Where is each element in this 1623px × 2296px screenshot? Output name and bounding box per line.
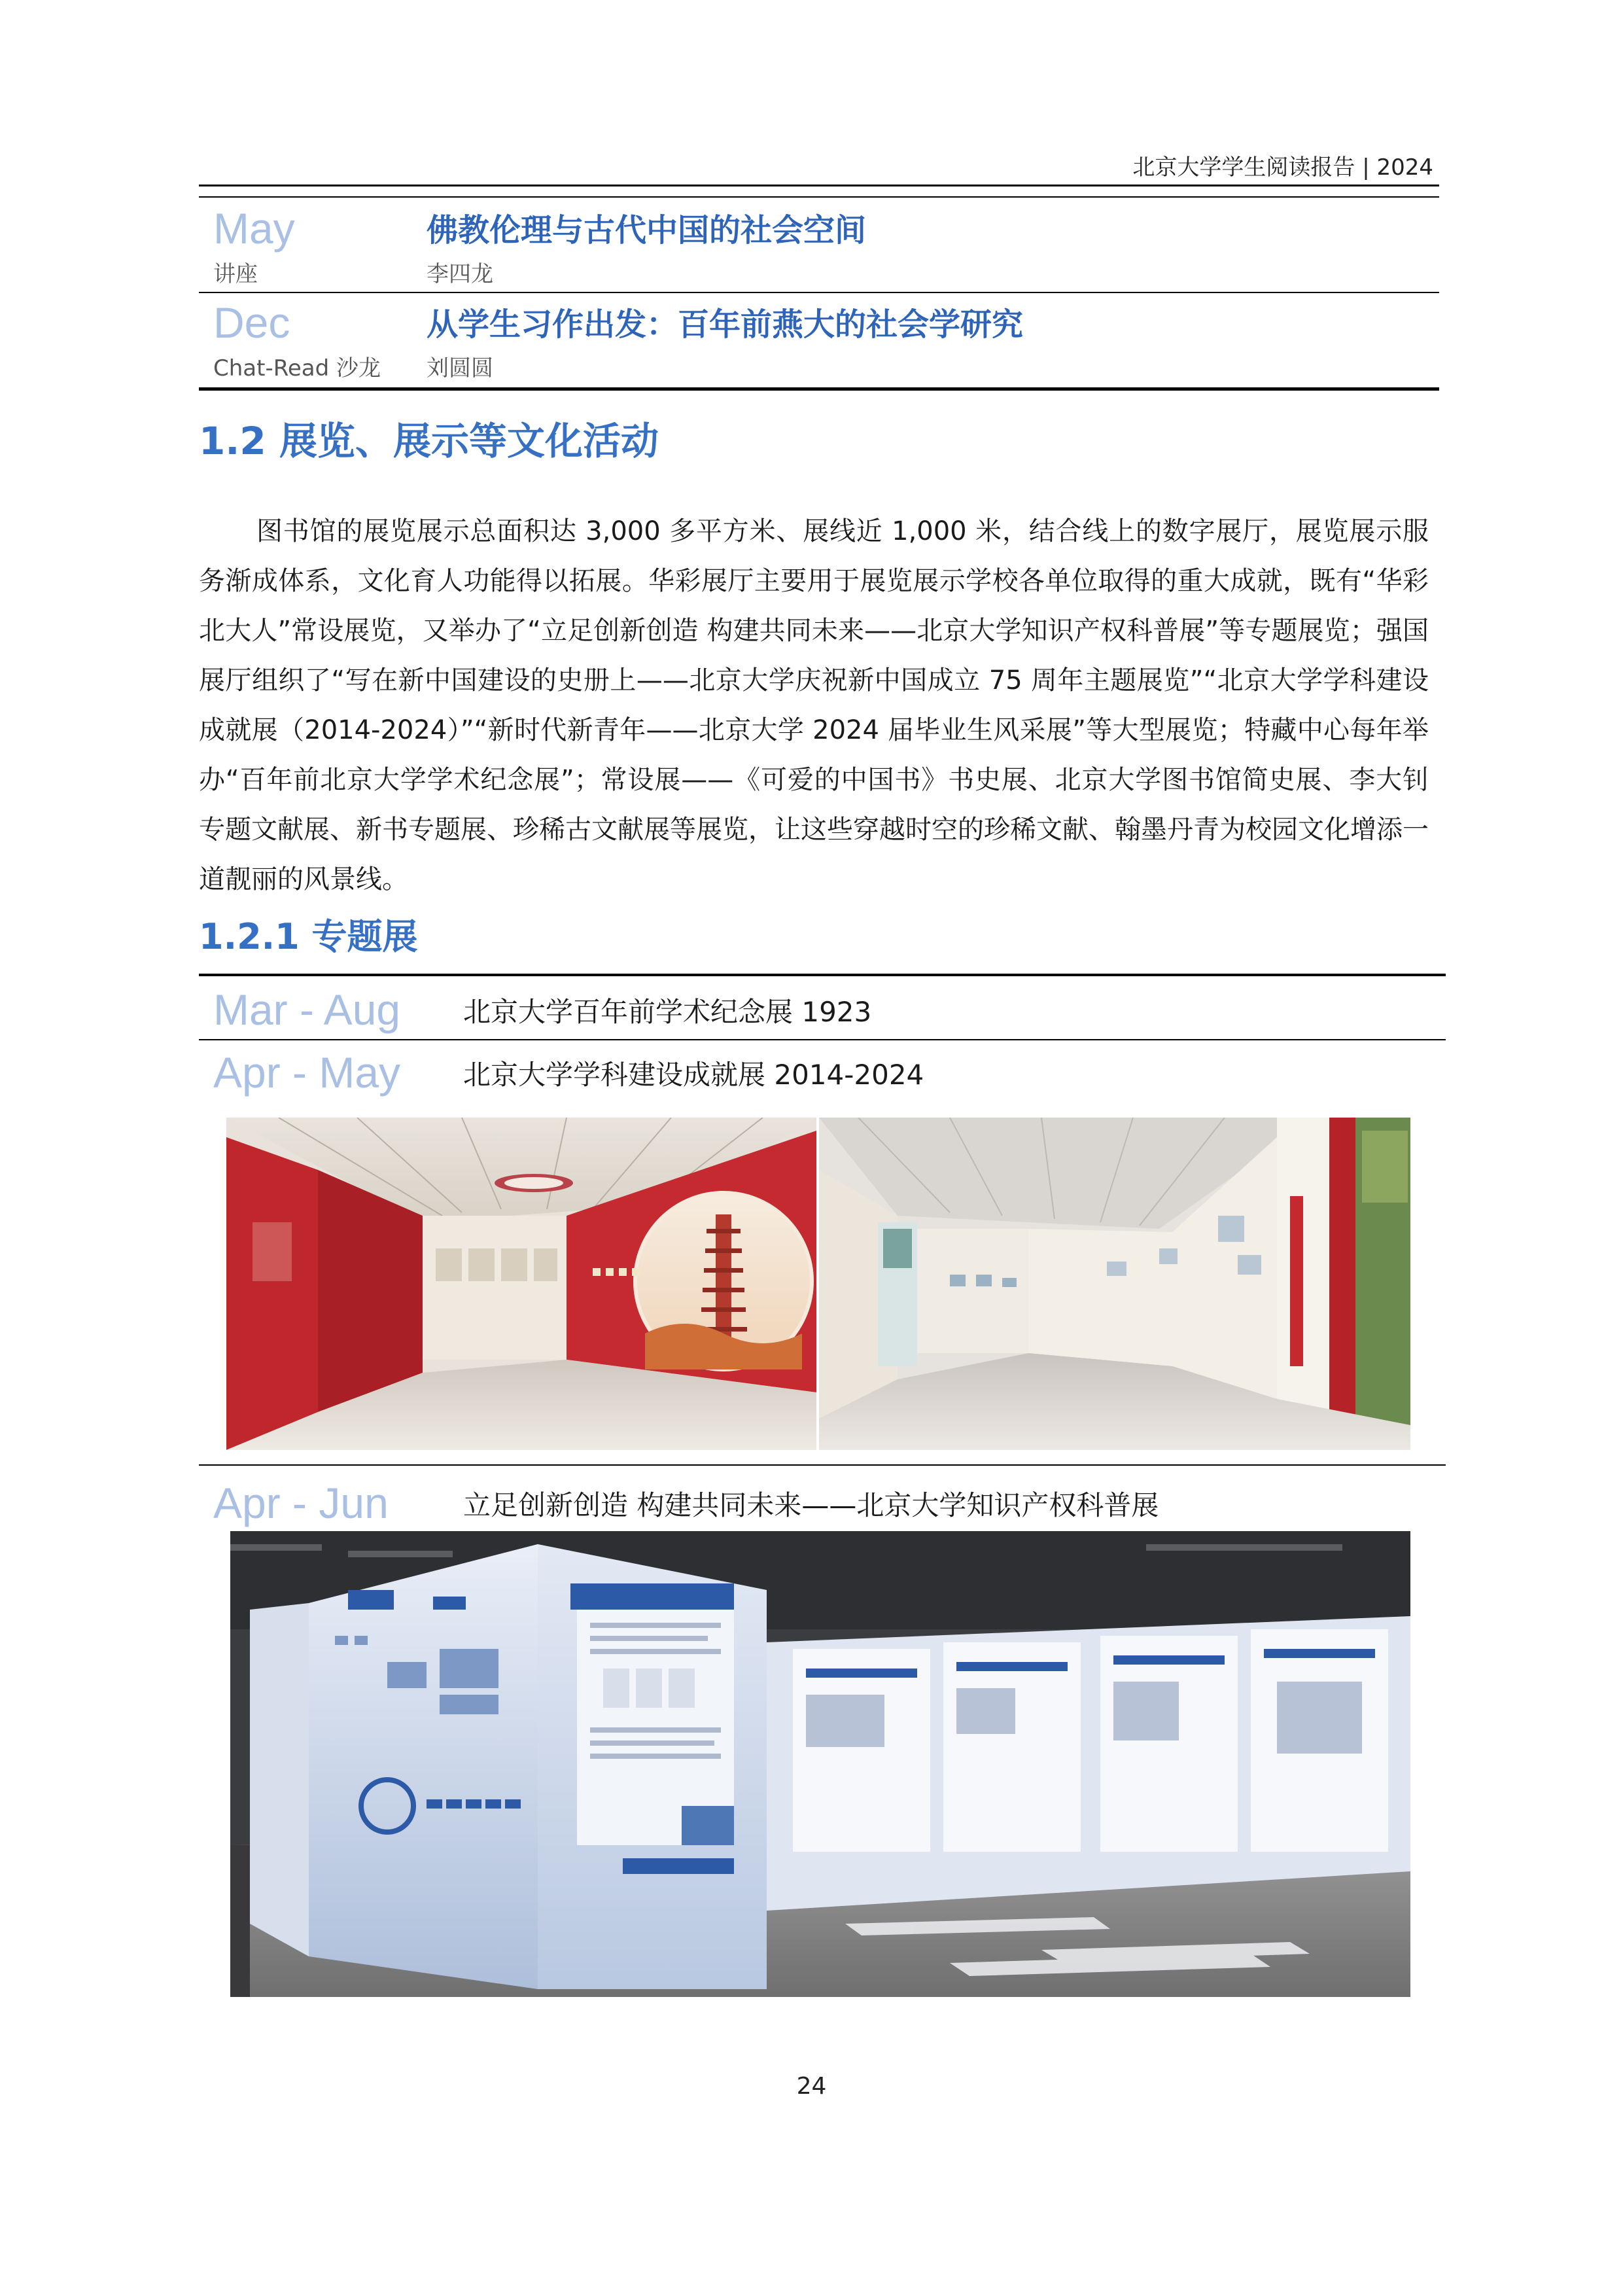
table-rule <box>199 292 1439 293</box>
lecture-month: Dec <box>213 298 290 347</box>
exhibit-title: 北京大学百年前学术纪念展 1923 <box>463 996 872 1028</box>
exhibition-hall-photo-red <box>226 1118 816 1450</box>
exhibit-rule <box>199 1464 1446 1466</box>
exhibit-title: 立足创新创造 构建共同未来——北京大学知识产权科普展 <box>463 1489 1159 1521</box>
lecture-month: May <box>213 204 295 253</box>
header-rule <box>199 185 1439 186</box>
running-header: 北京大学学生阅读报告 | 2024 <box>1132 154 1433 181</box>
page-number: 24 <box>796 2073 827 2100</box>
lecture-title: 从学生习作出发：百年前燕大的社会学研究 <box>427 306 1024 343</box>
lecture-title: 佛教伦理与古代中国的社会空间 <box>427 212 867 249</box>
subsection-heading: 1.2.1 专题展 <box>199 916 418 957</box>
exhibit-title: 北京大学学科建设成就展 2014-2024 <box>463 1059 924 1091</box>
section-heading: 1.2 展览、展示等文化活动 <box>199 419 659 463</box>
ip-exhibition-photo <box>230 1531 1410 1997</box>
table-rule <box>199 196 1439 198</box>
table-bottom-rule <box>199 387 1439 391</box>
exhibit-months: Mar - Aug <box>213 985 401 1034</box>
lecture-type: Chat-Read 沙龙 <box>213 355 381 381</box>
exhibit-months: Apr - May <box>213 1048 401 1097</box>
lecture-type: 讲座 <box>213 261 258 287</box>
exhibit-rule <box>199 1039 1446 1040</box>
exhibition-hall-photo-white <box>819 1118 1410 1450</box>
lecture-speaker: 李四龙 <box>427 261 493 287</box>
lecture-speaker: 刘圆圆 <box>427 355 493 381</box>
exhibit-months: Apr - Jun <box>213 1479 389 1527</box>
paragraph-text: 图书馆的展览展示总面积达 3,000 多平方米、展线近 1,000 米，结合线上的数字展厅，展览展示服务渐成体系，文化育人功能得以拓展。华彩展厅主要用于展览展示学校各单位取得的重大成就，既有“华彩北大人”常设展览，又举办了“立足创新创造 构建共同未来——北京大学知识产权科普展”等专题展览；强国展厅组织了“写在新中国建设的史册上——北京大学庆祝新中国成立 75 周年主题展览”“北京大学学科建设成就展（2014-2024）”“新时代新青年——北京大学 2024 届毕业生风采展”等大型展览；特藏中心每年举办“百年前北京大学学术纪念展”；常设展——《可爱的中国书》书史展、北京大学图书馆简史展、李大钊专题文献展、新书专题展、珍稀古文献展等展览，让这些穿越时空的珍稀文献、翰墨丹青为校园文化增添一道靓丽的风景线。 <box>199 516 1429 894</box>
exhibit-top-rule <box>199 974 1446 976</box>
section-paragraph <box>199 506 1429 904</box>
